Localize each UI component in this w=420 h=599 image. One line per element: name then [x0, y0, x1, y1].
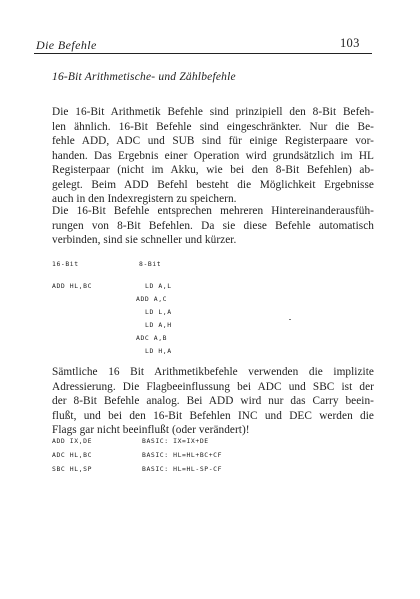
basic-table-instruction: ADD IX,DE — [52, 437, 93, 445]
code-header-8bit: 8-Bit — [139, 260, 162, 268]
section-title: 16-Bit Arithmetische- und Zählbefehle — [52, 71, 236, 83]
page-number: 103 — [340, 36, 360, 50]
text-line: verbinden, sind sie schneller und kürzer. — [52, 234, 237, 246]
text-line: Adressierung. Die Flagbeeinflussung bei ADC und SBC ist der — [52, 380, 374, 393]
paragraph-flags — [52, 365, 374, 438]
text-line: Sämtliche 16 Bit Arithmetikbefehle verwenden die implizite — [52, 366, 374, 378]
text-line: auch in den Indexregistern zu speichern. — [52, 193, 237, 205]
text-line: Die 16-Bit Arithmetik Befehle sind prinzipiell den 8-Bit Befeh- — [52, 106, 374, 118]
text-line: rungen von 8-Bit Befehlen. Da sie diese Befehle automatisch — [52, 219, 374, 232]
paragraph-intro — [52, 105, 374, 207]
code-8bit-line: ADD A,C — [136, 295, 168, 303]
basic-table-instruction: ADC HL,BC — [52, 451, 93, 459]
code-header-16bit: 16-Bit — [52, 260, 79, 268]
code-8bit-line: LD L,A — [145, 308, 172, 316]
text-line: gelegt. Beim ADD Befehl besteht die Möglichkeit Ergebnisse — [52, 178, 374, 191]
text-line: Die 16-Bit Befehle entsprechen mehreren Hintereinanderausfüh- — [52, 205, 374, 217]
basic-table-equivalent: BASIC: IX=IX+DE — [142, 437, 209, 445]
header-rule — [34, 53, 372, 54]
text-line: handen. Das Ergebnis einer Operation wird grundsätzlich im HL — [52, 149, 374, 162]
code-8bit-line: LD H,A — [145, 347, 172, 355]
text-line: fehle ADD, ADC und SUB sind für einige Registerpaare vor- — [52, 135, 374, 147]
basic-table-equivalent: BASIC: HL=HL-SP-CF — [142, 465, 223, 473]
text-line: der 8-Bit Befehle analog. Bei ADD wird nur das Carry beein- — [52, 395, 374, 407]
text-line: flußt, und bei den 16-Bit Befehlen INC und DEC werden die — [52, 409, 374, 422]
basic-table-equivalent: BASIC: HL=HL+BC+CF — [142, 451, 223, 459]
text-line: len ähnlich. 16-Bit Befehle sind eingeschränkter. Nur die Be- — [52, 120, 374, 133]
text-line: Registerpaar (nicht im Akku, wie bei den 8-Bit Befehlen) ab- — [52, 164, 374, 176]
code-8bit-line: LD A,L — [145, 282, 172, 290]
code-16bit-instruction: ADD HL,BC — [52, 282, 93, 290]
basic-table-instruction: SBC HL,SP — [52, 465, 93, 473]
running-header-title: Die Befehle — [36, 38, 97, 52]
print-speck — [289, 319, 291, 320]
text-line: Flags gar nicht beeinflußt (oder verändert)! — [52, 424, 250, 436]
paragraph-speed — [52, 204, 374, 248]
code-8bit-line: ADC A,B — [136, 334, 168, 342]
code-8bit-line: LD A,H — [145, 321, 172, 329]
